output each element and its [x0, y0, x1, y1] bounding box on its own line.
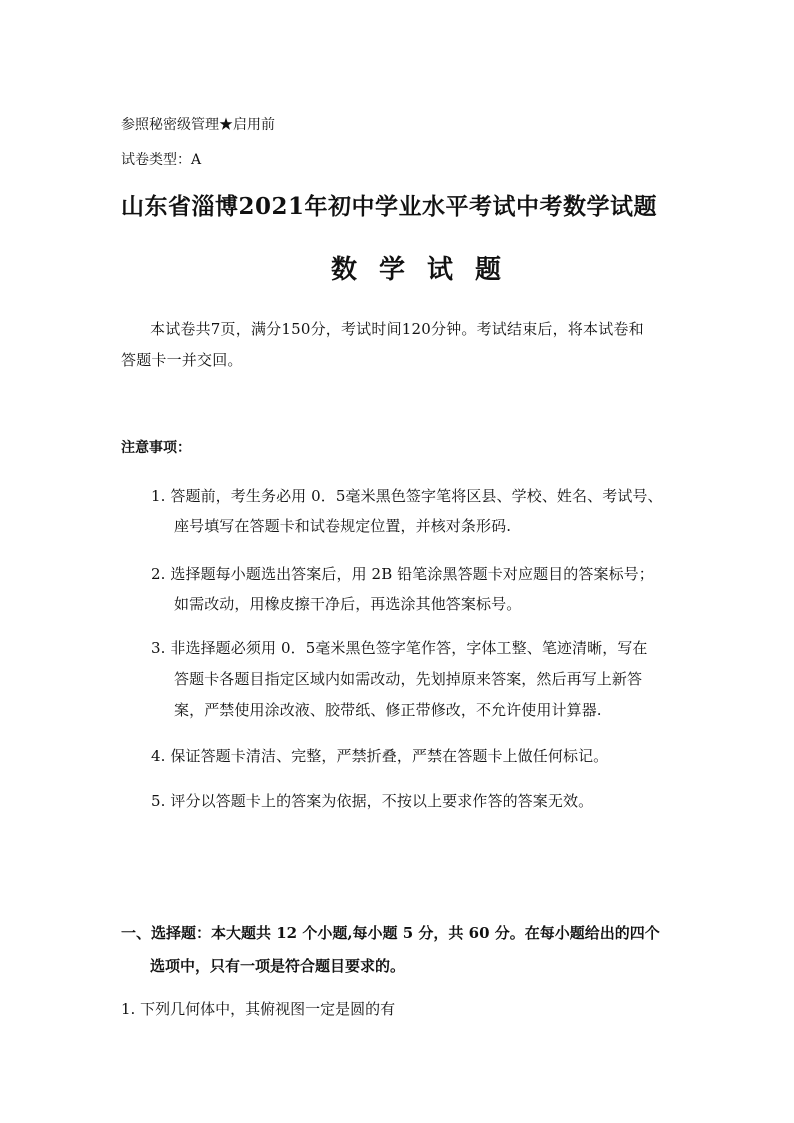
- notice-item-line: 3. 非选择题必须用 0．5毫米黑色签字笔作答，字体工整、笔迹清晰，写在: [151, 639, 648, 657]
- intro-line-1: 本试卷共7页，满分150分，考试时间120分钟。考试结束后，将本试卷和: [150, 320, 644, 338]
- paper-type: 试卷类型：A: [121, 152, 202, 168]
- secret-level-note: 参照秘密级管理★启用前: [121, 117, 275, 133]
- notice-item-line: 2. 选择题每小题选出答案后，用 2B 铅笔涂黑答题卡对应题目的答案标号；: [151, 565, 654, 583]
- notice-item-line: 4. 保证答题卡清洁、完整，严禁折叠，严禁在答题卡上做任何标记。: [151, 747, 609, 765]
- exam-main-title: 山东省淄博2021年初中学业水平考试中考数学试题: [121, 193, 658, 220]
- subject-title: 数学试题: [330, 255, 523, 285]
- question-1: 1. 下列几何体中，其俯视图一定是圆的有: [121, 1000, 396, 1018]
- intro-line-2: 答题卡一并交回。: [121, 351, 243, 369]
- notice-item-line: 案，严禁使用涂改液、胶带纸、修正带修改，不允许使用计算器.: [174, 701, 602, 719]
- notice-item-line: 1. 答题前，考生务必用 0．5毫米黑色签字笔将区县、学校、姓名、考试号、: [151, 487, 663, 505]
- notice-heading: 注意事项：: [121, 440, 191, 456]
- notice-item-line: 座号填写在答题卡和试卷规定位置，并核对条形码.: [174, 517, 512, 535]
- section-heading-line-2: 选项中，只有一项是符合题目要求的。: [150, 957, 406, 975]
- notice-item-line: 答题卡各题目指定区域内如需改动，先划掉原来答案，然后再写上新答: [174, 670, 643, 688]
- notice-item-line: 如需改动，用橡皮擦干净后，再选涂其他答案标号。: [174, 595, 522, 613]
- section-heading-line-1: 一、选择题：本大题共 12 个小题,每小题 5 分，共 60 分。在每小题给出的四个: [121, 924, 660, 942]
- notice-item-line: 5. 评分以答题卡上的答案为依据，不按以上要求作答的答案无效。: [151, 792, 594, 810]
